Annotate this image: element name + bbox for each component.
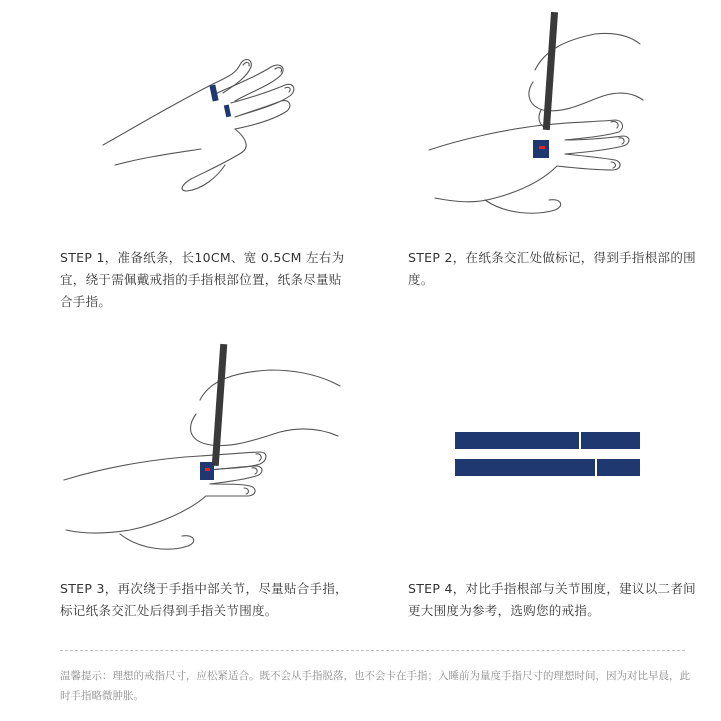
step3-illustration	[60, 340, 350, 555]
hand-marking-strip-icon	[425, 10, 645, 220]
paper-strips-comparison-icon	[455, 432, 640, 478]
strip-joint-mark	[595, 459, 597, 476]
tip-text: 温馨提示：理想的戒指尺寸，应松紧适合。既不会从手指脱落，也不会卡在手指；入睡前为量度手指尺寸的理想时间，因为对比早晨，此时手指略微肿胀。	[60, 670, 690, 702]
divider	[60, 650, 685, 651]
hand-marking-joint-icon	[60, 340, 350, 555]
step4-text: STEP 4，对比手指根部与关节围度，建议以二者间更大围度为参考，选购您的戒指。	[408, 581, 696, 618]
step2-text: STEP 2，在纸条交汇处做标记，得到手指根部的围度。	[408, 250, 696, 287]
step1-text: STEP 1，准备纸条，长10CM、宽 0.5CM 左右为宜，绕于需佩戴戒指的手指根部位置，纸条尽量贴合手指。	[60, 250, 345, 309]
strip-finger-base	[455, 432, 640, 449]
strip-joint-fill	[455, 459, 640, 476]
step1-illustration	[95, 45, 330, 205]
strip-base-mark	[579, 432, 581, 449]
step2-illustration	[425, 10, 645, 220]
strip-finger-joint	[455, 459, 640, 476]
hand-with-paper-strip-icon	[95, 45, 330, 205]
step3-text: STEP 3，再次绕于手指中部关节，尽量贴合手指，标记纸条交汇处后得到手指关节围度。	[60, 581, 348, 618]
strip-base-fill	[455, 432, 640, 449]
